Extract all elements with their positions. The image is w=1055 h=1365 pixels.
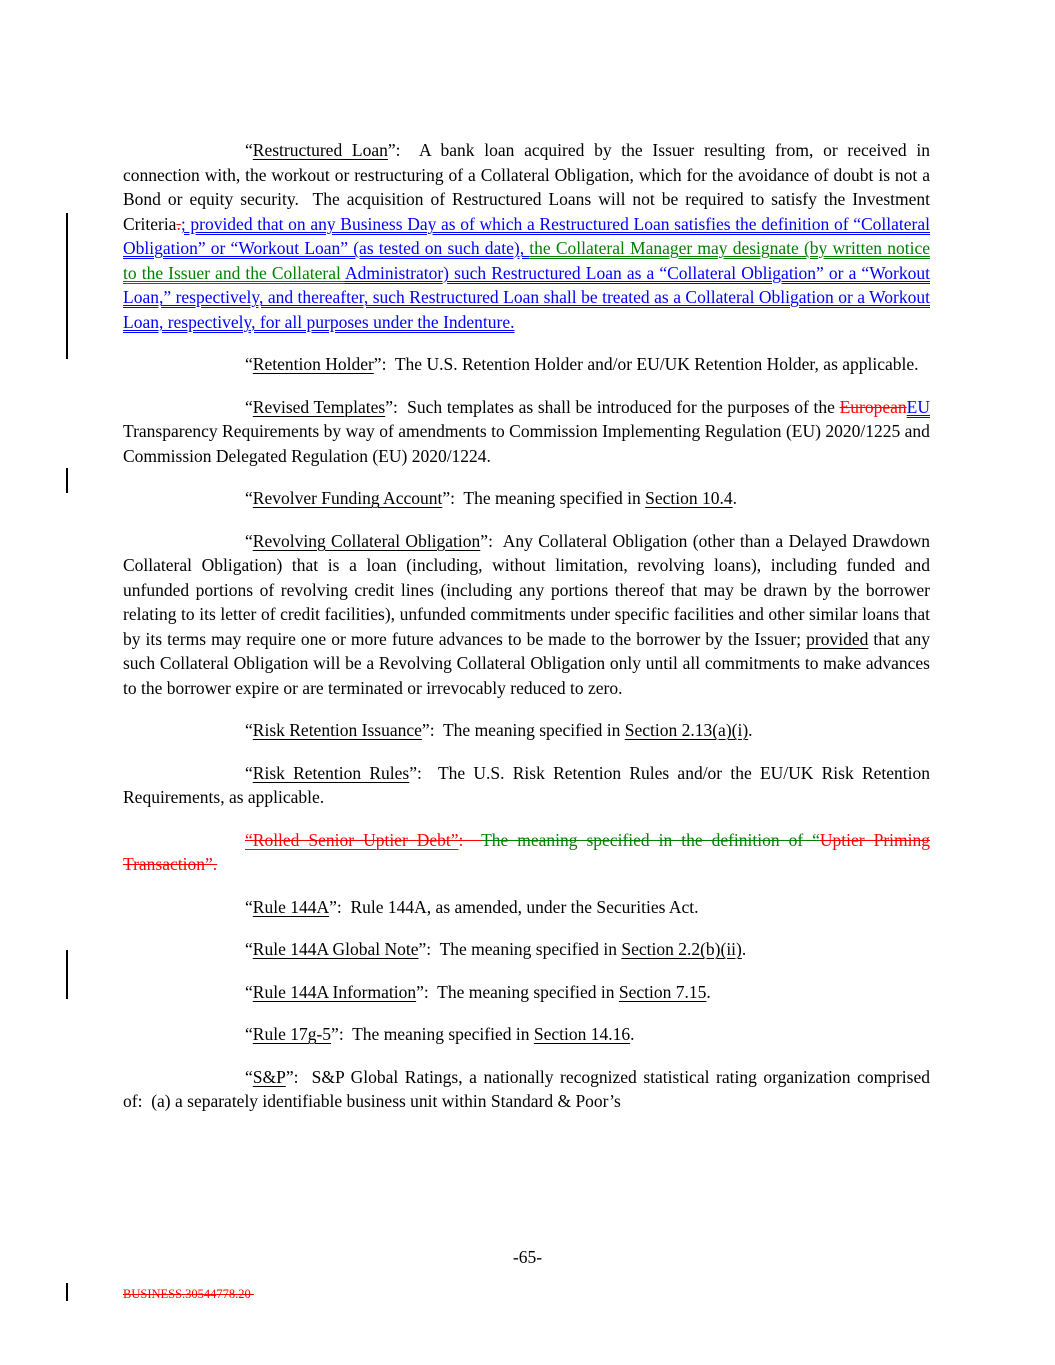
text-run: ”: Such templates as shall be introduced for the purposes of the	[385, 396, 840, 417]
definition-retention-holder	[123, 352, 930, 377]
deleted-text-red: .	[176, 213, 181, 234]
deleted-term-red: “Rolled Senior Uptier Debt”	[245, 829, 459, 850]
underlined-term: Section 2.2(b)(ii)	[621, 939, 742, 959]
definition-rule-144a-information	[123, 980, 930, 1005]
text-run: “	[245, 1066, 253, 1087]
deleted-text-green: The meaning specified in the definition of “	[481, 829, 820, 850]
text-run: ”: The meaning specified in	[331, 1024, 534, 1044]
underlined-term: Retention Holder	[252, 354, 374, 374]
text-run: .	[706, 981, 711, 1002]
text-run: that any such Collateral Obligation will be a Revolving Collateral Obligation only until all commitments to make advances to the borrower expire or are terminated or irrevocably reduced to zero.	[123, 628, 930, 698]
text-run: “	[245, 140, 253, 160]
text-run: .	[732, 488, 738, 508]
inserted-text-blue: ; provided that on any Business Day as of which a Restructured Loan satisfies the definition of “Collateral Obligation” or “Workout Loan” (as tested on such date),	[123, 213, 930, 258]
underlined-term: Section 10.4	[645, 488, 733, 508]
change-bar	[66, 950, 68, 999]
definition-revolver-funding-account	[123, 486, 930, 511]
underlined-term: Section 7.15	[618, 981, 707, 1002]
text-run: “	[245, 1024, 253, 1044]
underlined-term: Risk Retention Issuance	[252, 720, 422, 740]
text-run: ”: S&P Global Ratings, a nationally recognized statistical rating organization comprised of: (a) a separately identifiable business unit within Standard & Poor’s	[123, 1066, 930, 1111]
underlined-term: S&P	[252, 1066, 286, 1087]
deleted-text-red: Uptier Priming Transaction”.	[123, 829, 931, 874]
underlined-term: Rule 17g-5	[252, 1024, 332, 1044]
underlined-term: Risk Retention Rules	[252, 762, 410, 783]
definition-rule-144a-global-note	[123, 937, 930, 962]
text-run: .	[630, 1024, 635, 1044]
text-run: “	[245, 396, 253, 417]
definition-s-and-p	[123, 1065, 930, 1114]
definition-rule-144a	[123, 895, 930, 920]
underlined-term: Revolver Funding Account	[252, 488, 443, 508]
underlined-term: provided	[806, 628, 869, 649]
deleted-text-red: European	[839, 396, 907, 417]
change-bar	[66, 468, 68, 493]
document-body	[123, 138, 930, 1132]
definition-rolled-senior-uptier-debt-deleted	[123, 828, 930, 877]
deleted-text-red: :	[458, 829, 482, 850]
text-run: ”: The meaning specified in	[416, 981, 619, 1002]
underlined-term: Restructured Loan	[252, 140, 388, 160]
underlined-term: Section 2.13(a)(i)	[624, 720, 749, 740]
definition-rule-17g-5	[123, 1022, 930, 1047]
underlined-term: Revised Templates	[252, 396, 386, 417]
text-run: ”: Any Collateral Obligation (other than a Delayed Drawdown Collateral Obligation) that is a loan (including, without limitation, revolving loans), including funded and unfunded portions of revolving credit lines (including any portions thereof that may be drawn by the borrower relating to its letter of credit facilities), unfunded commitments under specific facilities and other similar loans that by its terms may require one or more future advances to be made to the borrower by the Issuer;	[123, 530, 930, 649]
underlined-term: Rule 144A Information	[252, 981, 417, 1002]
text-run: ”: The U.S. Retention Holder and/or EU/UK Retention Holder, as applicable.	[373, 354, 919, 374]
text-run: ”: Rule 144A, as amended, under the Securities Act.	[329, 896, 699, 917]
footer-doc-id	[123, 1286, 254, 1302]
text-run: ”: The meaning specified in	[421, 720, 625, 740]
inserted-text-blue: Administrator) such Restructured Loan as a “Collateral Obligation” or a “Workout Loan,” respectively, and thereafter, such Restructured Loan shall be treated as a Collateral Obligation or a Workout Loan, respectively, for all purposes under the Indenture.	[123, 262, 930, 332]
underlined-term: Revolving Collateral Obligation	[252, 530, 481, 551]
definition-restructured-loan	[123, 138, 930, 334]
underlined-term: Section 14.16	[533, 1024, 631, 1044]
text-run: Transparency Requirements by way of amendments to Commission Implementing Regulation (EU) 2020/1225 and Commission Delegated Regulation (EU) 2020/1224.	[123, 421, 930, 466]
text-run: “	[245, 354, 253, 374]
underlined-term: Rule 144A Global Note	[252, 939, 419, 959]
change-bar	[66, 1283, 68, 1301]
text-run: ”: The U.S. Risk Retention Rules and/or the EU/UK Risk Retention Requirements, as applicable.	[123, 762, 930, 807]
text-run: ”: The meaning specified in	[442, 488, 646, 508]
text-run: “	[245, 896, 253, 917]
text-run: “	[245, 530, 253, 551]
text-run: “	[245, 488, 253, 508]
text-run: ”: A bank loan acquired by the Issuer resulting from, or received in connection with, the workout or restructuring of a Collateral Obligation, which for the avoidance of doubt is not a Bond or equity security. The acquisition of Restructured Loans will not be required to satisfy the Investment Criteria	[123, 140, 931, 234]
definition-revised-templates	[123, 395, 930, 469]
definition-risk-retention-rules	[123, 761, 930, 810]
text-run: “	[245, 981, 253, 1002]
text-run: “	[245, 939, 253, 959]
text-run: “	[245, 720, 253, 740]
definition-revolving-collateral-obligation	[123, 529, 930, 701]
definition-risk-retention-issuance	[123, 718, 930, 743]
page-number: -65-	[512, 1247, 543, 1267]
inserted-text-blue: EU	[906, 396, 930, 417]
text-run: “	[245, 762, 253, 783]
underlined-term: Rule 144A	[252, 896, 330, 917]
deleted-text-red: BUSINESS.30544778.20	[123, 1287, 254, 1301]
change-bar	[66, 213, 68, 359]
text-run: .	[748, 720, 753, 740]
inserted-text-green: the Collateral Manager may designate (by written notice to the Issuer and the Collateral	[123, 238, 930, 283]
text-run: .	[741, 939, 747, 959]
text-run: ”: The meaning specified in	[418, 939, 622, 959]
